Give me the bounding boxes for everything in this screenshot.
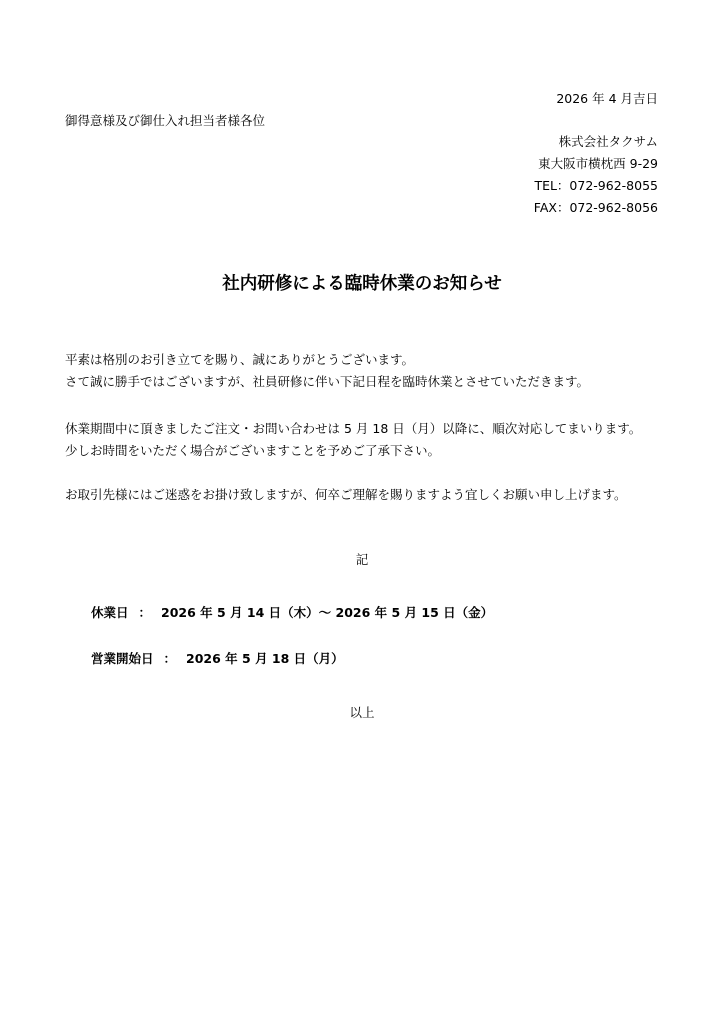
resume-date-value: 2026 年 5 月 18 日（月） [186, 651, 344, 666]
document-title: 社内研修による臨時休業のお知らせ [222, 274, 502, 294]
ki-heading: 記 [355, 552, 369, 567]
body-line: 少しお時間をいただく場合がございますことを予めご了承下さい。 [65, 443, 441, 458]
closing-ijou: 以上 [349, 705, 375, 720]
body-line: お取引先様にはご迷惑をお掛け致しますが、何卒ご理解を賜りますよう宜しくお願い申し上げます。 [65, 487, 627, 502]
body-paragraph-2 [65, 421, 641, 465]
sender-block [500, 134, 658, 222]
separator: ： [163, 651, 177, 666]
resume-date-row [91, 650, 344, 668]
closed-days-label: 休業日 [91, 605, 129, 620]
sender-address: 東大阪市横枕西 9-29 [538, 156, 658, 171]
body-line: さて誠に勝手ではございますが、社員研修に伴い下記日程を臨時休業とさせていただきます。 [65, 374, 590, 389]
issue-date: 2026 年 4 月吉日 [556, 91, 658, 106]
body-line: 平素は格別のお引き立てを賜り、誠にありがとうございます。 [65, 352, 415, 367]
sender-tel: TEL：072-962-8055 [534, 178, 658, 193]
separator: ： [138, 605, 152, 620]
body-line: 休業期間中に頂きましたご注文・お問い合わせは 5 月 18 日（月）以降に、順次対応してまいります。 [65, 421, 642, 436]
closed-days-row [91, 604, 493, 622]
body-paragraph-3 [65, 487, 627, 509]
sender-fax: FAX：072-962-8056 [533, 200, 658, 215]
sender-company: 株式会社タクサム [558, 134, 658, 149]
resume-date-label: 営業開始日 [91, 651, 154, 666]
addressee: 御得意様及び御仕入れ担当者様各位 [65, 113, 266, 128]
body-paragraph-1 [65, 352, 589, 396]
closed-days-value: 2026 年 5 月 14 日（木）～ 2026 年 5 月 15 日（金） [161, 605, 494, 620]
